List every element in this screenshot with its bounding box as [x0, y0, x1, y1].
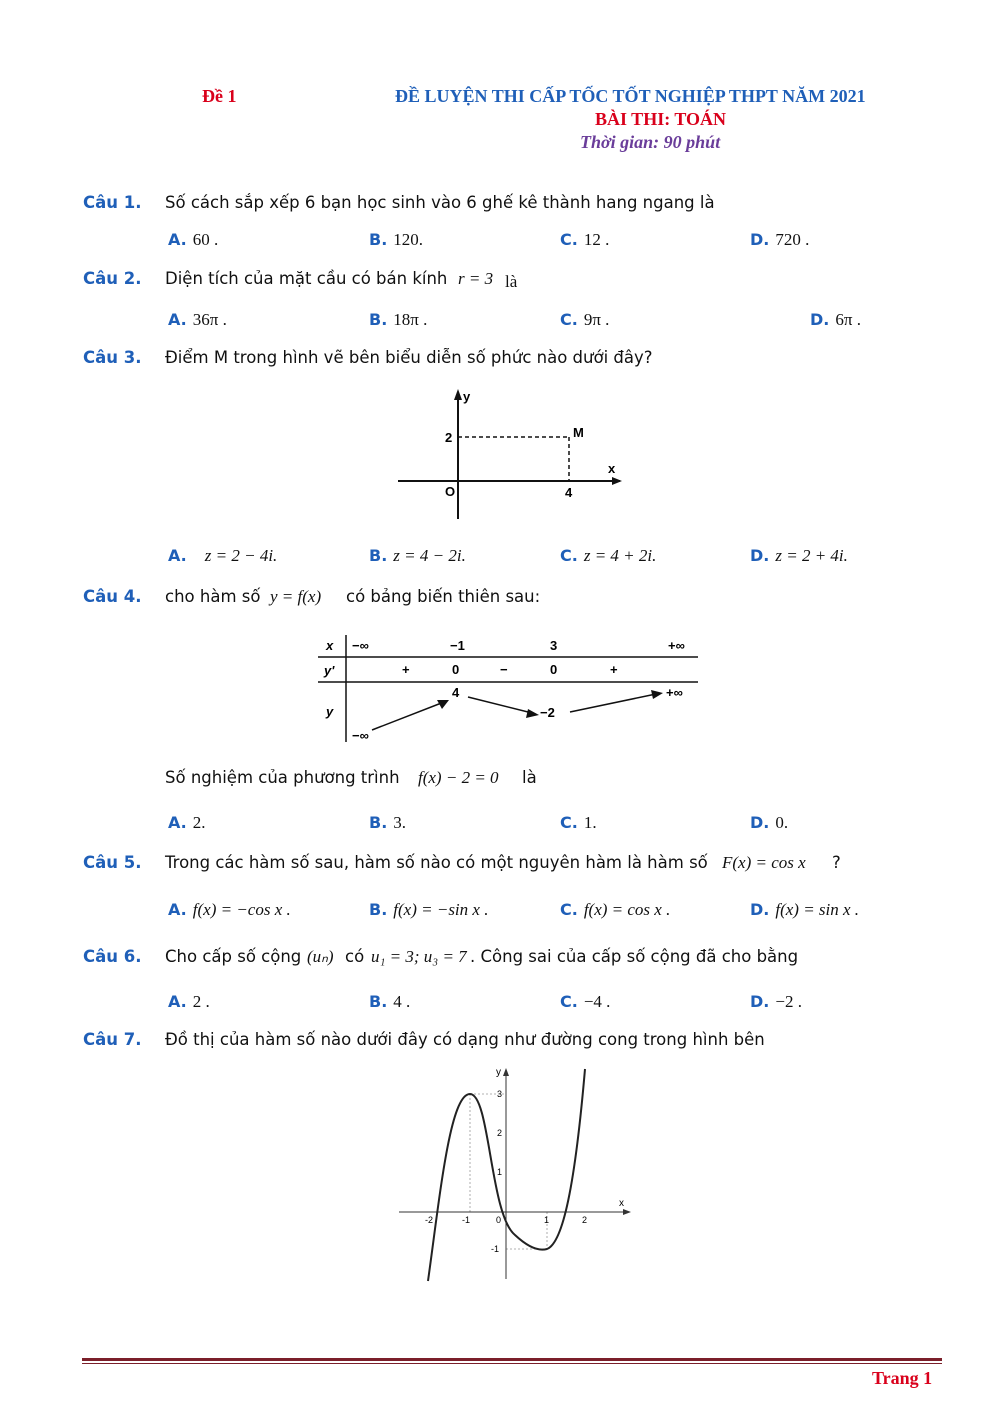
- x-tick-label: -2: [425, 1215, 434, 1225]
- question-math-b: u₁ = 3; u₃ = 7: [371, 947, 467, 966]
- exam-code: Đề 1: [202, 86, 237, 106]
- question-label: Câu 4.: [83, 587, 142, 606]
- question-text: Điểm M trong hình vẽ bên biểu diễn số phức nào dưới đây?: [165, 348, 653, 367]
- question-label: Câu 7.: [83, 1030, 142, 1049]
- option-b: B. f(x) = −sin x .: [369, 900, 489, 919]
- option-a: A. 36π .: [168, 310, 227, 329]
- table-y-label: y: [326, 704, 334, 719]
- x-value: −∞: [352, 638, 369, 653]
- x-tick-label: 0: [496, 1215, 502, 1225]
- option-a: A. 2.: [168, 813, 206, 832]
- sign: −: [500, 662, 508, 677]
- question-text: Diện tích của mặt cầu có bán kính: [165, 269, 448, 288]
- option-c: C. 1.: [560, 813, 597, 832]
- y-label: y: [463, 389, 471, 404]
- y-tick-label: 2: [497, 1128, 503, 1138]
- y-tick-label: 1: [497, 1167, 503, 1177]
- sign: 0: [550, 662, 558, 677]
- question-math-a: (uₙ): [307, 947, 334, 966]
- y-start-value: −∞: [352, 728, 369, 743]
- x-value: +∞: [668, 638, 685, 653]
- x-axis-arrow: [623, 1209, 631, 1215]
- question-label: Câu 5.: [83, 853, 142, 872]
- question-text: Số cách sắp xếp 6 bạn học sinh vào 6 ghế kê thành hang ngang là: [165, 193, 715, 212]
- option-c: C. 9π .: [560, 310, 610, 329]
- arrow-up-2: [570, 694, 656, 712]
- question-label: Câu 6.: [83, 947, 142, 966]
- variation-table: [310, 630, 705, 750]
- exam-subject: BÀI THI: TOÁN: [595, 109, 727, 129]
- footer-rule-thin: [82, 1363, 942, 1364]
- option-b: B. 120.: [369, 230, 424, 249]
- origin-label: O: [445, 484, 456, 499]
- question-math: r = 3: [458, 269, 494, 288]
- x-label: x: [619, 1198, 624, 1209]
- question-text-b: có bảng biến thiên sau:: [346, 587, 541, 606]
- question-text: Trong các hàm số sau, hàm số nào có một nguyên hàm là hàm số: [165, 853, 708, 872]
- footer-rule-thick: [82, 1358, 942, 1361]
- table-yp-label: y': [324, 663, 335, 678]
- option-a: A. 60 .: [168, 230, 219, 249]
- option-d: D. −2 .: [750, 992, 802, 1011]
- question-math: F(x) = cos x: [722, 853, 806, 872]
- y-min-value: −2: [540, 705, 555, 720]
- question-label: Câu 2.: [83, 269, 142, 288]
- y-tick-label: 2: [445, 430, 453, 445]
- exam-time: Thời gian: 90 phút: [580, 132, 721, 152]
- x-tick-label: 2: [582, 1215, 588, 1225]
- option-a: A. z = 2 − 4i.: [168, 546, 278, 565]
- question-label: Câu 3.: [83, 348, 142, 367]
- question-text: Đồ thị của hàm số nào dưới đây có dạng như đường cong trong hình bên: [165, 1030, 765, 1049]
- option-b: B. z = 4 − 2i.: [369, 546, 466, 565]
- sub-question-tail: là: [522, 768, 537, 787]
- option-d: D. f(x) = sin x .: [750, 900, 860, 919]
- y-max-value: 4: [452, 685, 460, 700]
- question-text-a: Cho cấp số cộng: [165, 947, 302, 966]
- question-text-b: có: [345, 947, 365, 966]
- x-tick-label: 1: [544, 1215, 550, 1225]
- x-value: −1: [450, 638, 465, 653]
- question-math: y = f(x): [270, 587, 322, 606]
- sign: +: [402, 662, 410, 677]
- option-c: C. f(x) = cos x .: [560, 900, 671, 919]
- option-a: A. f(x) = −cos x .: [168, 900, 291, 919]
- x-axis-arrow: [612, 477, 622, 485]
- option-b: B. 18π .: [369, 310, 428, 329]
- option-d: D. 6π .: [810, 310, 861, 329]
- sign: 0: [452, 662, 460, 677]
- sign: +: [610, 662, 618, 677]
- x-tick-label: 4: [565, 485, 573, 500]
- option-b: B. 3.: [369, 813, 407, 832]
- option-d: D. z = 2 + 4i.: [750, 546, 848, 565]
- y-end-value: +∞: [666, 685, 683, 700]
- arrow-down: [468, 697, 532, 713]
- sub-question-text: Số nghiệm của phương trình: [165, 768, 400, 787]
- y-label: y: [496, 1067, 501, 1078]
- cubic-graph-figure: [395, 1065, 640, 1285]
- option-b: B. 4 .: [369, 992, 411, 1011]
- question-text-c: . Công sai của cấp số cộng đã cho bằng: [470, 947, 799, 966]
- sub-question-math: f(x) − 2 = 0: [418, 768, 499, 787]
- option-d: D. 0.: [750, 813, 789, 832]
- question-text-a: cho hàm số: [165, 587, 261, 606]
- point-label: M: [573, 425, 584, 440]
- question-tail: là: [505, 272, 518, 291]
- x-label: x: [608, 461, 616, 476]
- option-c: C. 12 .: [560, 230, 610, 249]
- y-axis-arrow: [503, 1068, 509, 1076]
- complex-plane-figure: [390, 385, 630, 525]
- question-tail: ?: [832, 853, 841, 872]
- y-tick-label: -1: [491, 1244, 500, 1254]
- question-label: Câu 1.: [83, 193, 142, 212]
- exam-title: ĐỀ LUYỆN THI CẤP TỐC TỐT NGHIỆP THPT NĂM 2021: [395, 86, 866, 106]
- y-tick-label: 3: [497, 1089, 503, 1099]
- option-c: C. z = 4 + 2i.: [560, 546, 657, 565]
- x-tick-label: -1: [462, 1215, 471, 1225]
- y-axis-arrow: [454, 389, 462, 400]
- arrow-up-1: [372, 702, 444, 730]
- option-a: A. 2 .: [168, 992, 210, 1011]
- x-value: 3: [550, 638, 558, 653]
- table-x-label: x: [326, 638, 334, 653]
- page-number: Trang 1: [872, 1368, 933, 1388]
- option-d: D. 720 .: [750, 230, 810, 249]
- option-c: C. −4 .: [560, 992, 611, 1011]
